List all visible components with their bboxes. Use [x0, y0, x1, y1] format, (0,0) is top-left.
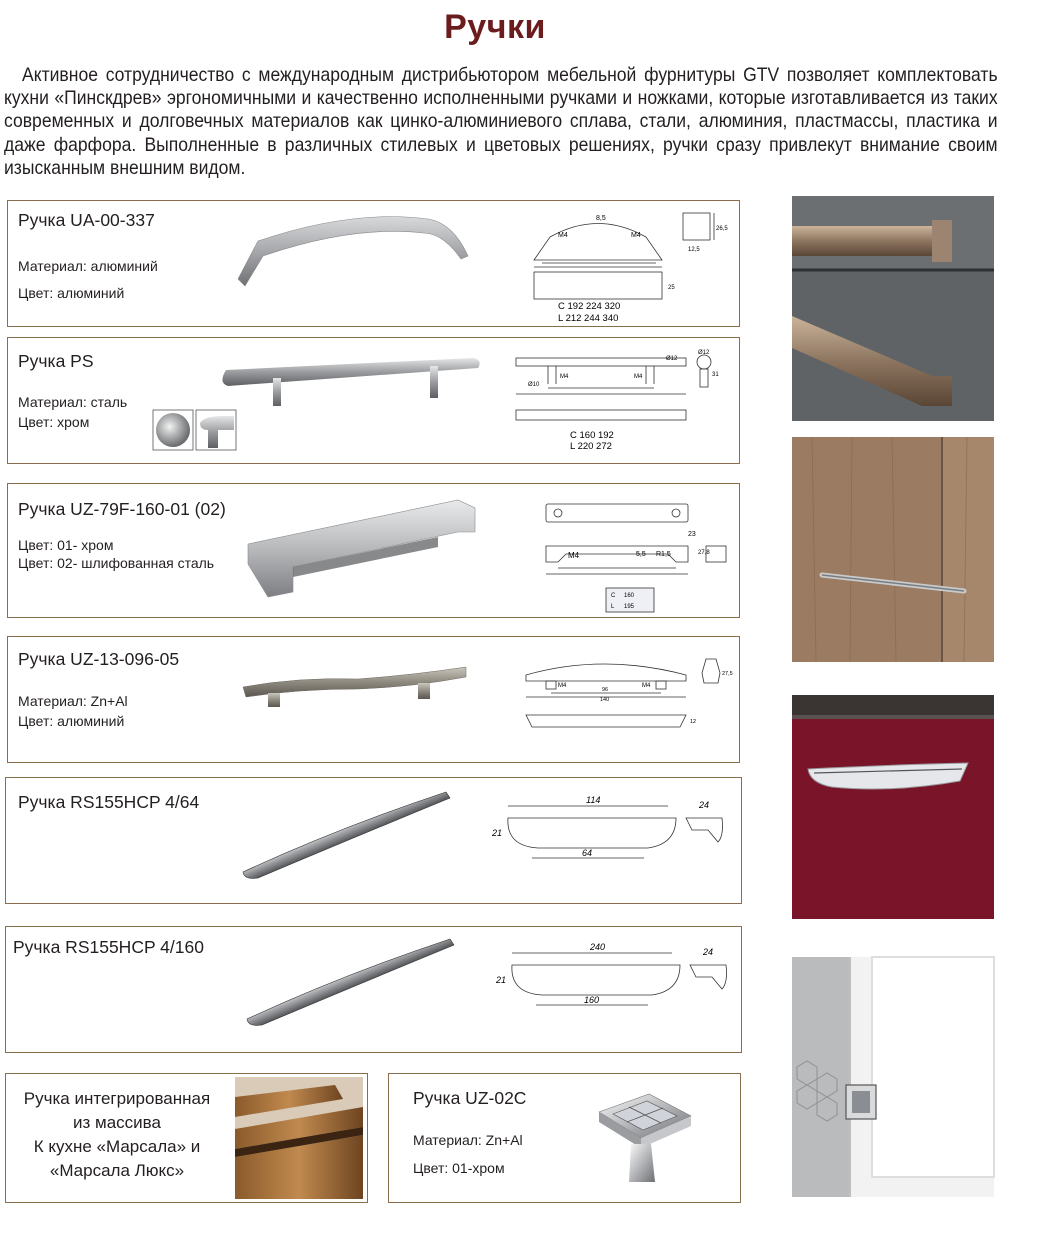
handle-product-image — [233, 211, 478, 291]
photo-handles-on-gray-drawer — [792, 196, 994, 421]
integrated-wood-image — [235, 1077, 363, 1199]
handle-color: Цвет: 01-хром — [413, 1160, 505, 1176]
handle-material: Материал: Zn+Al — [413, 1132, 523, 1148]
handle-color: Цвет: алюминий — [18, 285, 125, 301]
handle-color-01: Цвет: 01- хром — [18, 537, 114, 553]
handle-card-uz-79f — [7, 483, 740, 618]
dim-top: 114 — [586, 795, 601, 805]
dim-top: 240 — [590, 942, 606, 952]
dim-thread-right: M4 — [634, 374, 643, 380]
integrated-line-4: «Марсала Люкс» — [49, 1161, 185, 1180]
handle-material: Материал: Zn+Al — [18, 693, 128, 709]
handle-card-ps — [7, 337, 740, 464]
dim-e: 26,5 — [716, 226, 728, 232]
intro-paragraph: Активное сотрудничество с международным дистрибьютором мебельной фурнитуры GTV позволяет комплектовать кухни «Пинскдрев» эргономичными и качественно исполненными ручками и ножками, которые изготавливается из таких современных и долговечных материалов как цинко-алюминиевого сплава, стали, алюминия, пластмассы, пластика и даже фарфора. Выполненные в различных стилевых и цветовых решениях, ручки сразу привлекут внимание своим изысканным внешним видом. — [4, 64, 998, 179]
handle-drawing — [490, 941, 740, 1033]
dim-c: 140 — [600, 697, 610, 703]
dim-side: 24 — [703, 947, 714, 957]
dim-bottom: 160 — [584, 995, 600, 1005]
dim-thread-left: M4 — [560, 374, 569, 380]
photo-knob-on-white-door — [792, 957, 994, 1197]
dim-a-end: Ø12 — [698, 350, 710, 356]
dim-height: 21 — [492, 828, 503, 838]
dim-side: 24 — [699, 800, 710, 810]
handle-product-image — [242, 935, 462, 1030]
handle-name: Ручка RS155HCP 4/64 — [18, 792, 200, 812]
handle-drawing — [518, 653, 733, 753]
dim-height: 21 — [496, 975, 507, 985]
dim-d: Ø10 — [528, 382, 540, 388]
handle-card-ua-00-337 — [7, 200, 740, 327]
handle-material: Материал: сталь — [18, 394, 128, 410]
dim-c-label: C — [611, 593, 616, 599]
handle-name: Ручка RS155HCP 4/160 — [13, 937, 204, 957]
page-title: Ручки — [444, 8, 546, 46]
dim-e: 31 — [712, 372, 719, 378]
dim-l-label: L — [611, 604, 615, 610]
handle-product-image — [148, 348, 488, 448]
dim-a: 8,5 — [596, 215, 606, 222]
integrated-line-2: из массива — [73, 1113, 161, 1132]
dim-thread-left: M4 — [558, 232, 568, 239]
handle-name: Ручка UZ-79F-160-01 (02) — [18, 499, 226, 519]
handle-color: Цвет: хром — [18, 414, 90, 430]
handle-name: Ручка UZ-13-096-05 — [18, 649, 180, 669]
dim-bottom: 64 — [582, 848, 593, 858]
photo-handle-on-wood-door — [792, 437, 994, 662]
dim-b: 96 — [602, 687, 609, 693]
handle-drawing — [508, 346, 733, 456]
handle-color: Цвет: алюминий — [18, 713, 125, 729]
handle-name: Ручка UA-00-337 — [18, 210, 155, 230]
dim-b: 5,5 — [636, 551, 646, 558]
integrated-line-3: К кухне «Марсала» и — [33, 1137, 201, 1156]
dim-l-values: L 212 244 340 — [558, 313, 619, 324]
handle-card-uz-13 — [7, 636, 740, 763]
handle-name: Ручка PS — [18, 351, 94, 371]
handle-product-image — [238, 788, 458, 883]
integrated-line-1: Ручка интегрированная — [23, 1089, 211, 1108]
dim-thread-left: M4 — [558, 683, 567, 689]
handle-card-integrated — [5, 1073, 368, 1203]
dim-a: M4 — [568, 551, 580, 560]
handle-name: Ручка UZ-02C — [413, 1088, 527, 1108]
handle-drawing — [528, 205, 728, 325]
dim-a: Ø12 — [666, 356, 678, 362]
intro-text — [4, 64, 998, 180]
dim-e: 23 — [688, 531, 696, 538]
dim-c-values: C 160 192 — [570, 430, 614, 441]
handle-card-uz-02c — [388, 1073, 741, 1203]
handle-product-image — [589, 1082, 699, 1197]
handle-product-image — [243, 492, 488, 604]
handle-drawing — [538, 490, 733, 615]
dim-thread-right: M4 — [642, 683, 651, 689]
handle-card-rs155hcp-160 — [5, 926, 742, 1053]
dim-c-values: C 192 224 320 — [558, 301, 621, 312]
dim-d: 27,5 — [722, 671, 733, 677]
dim-d: 12,5 — [688, 247, 700, 253]
handle-material: Материал: алюминий — [18, 258, 158, 274]
dim-e: 12 — [690, 719, 697, 725]
dim-c-value: 160 — [624, 593, 635, 599]
dim-l-values: L 220 272 — [570, 441, 612, 452]
dim-d: R1,5 — [656, 551, 671, 558]
handle-product-image — [238, 659, 473, 714]
handle-drawing — [486, 794, 736, 886]
dim-l-value: 195 — [624, 604, 635, 610]
photo-handle-on-burgundy-door — [792, 695, 994, 919]
dim-f: 27,8 — [698, 550, 710, 556]
dim-f: 25 — [668, 285, 675, 291]
dim-thread-right: M4 — [631, 232, 641, 239]
handle-color-02: Цвет: 02- шлифованная сталь — [18, 555, 215, 571]
handle-card-rs155hcp-64 — [5, 777, 742, 904]
integrated-caption — [12, 1087, 222, 1183]
